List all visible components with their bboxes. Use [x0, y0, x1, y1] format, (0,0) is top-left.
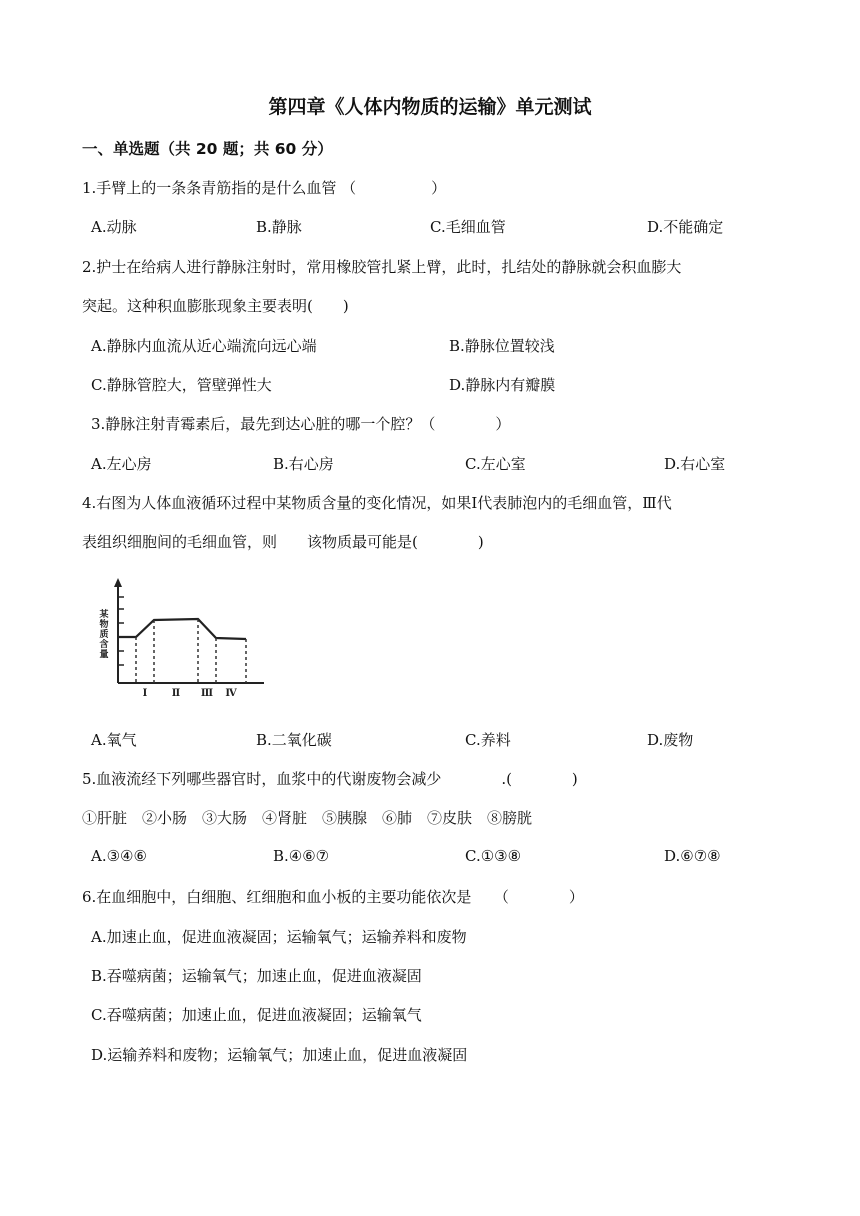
q1-option-a: A.动脉 [91, 218, 137, 236]
q2-option-d: D.静脉内有瓣膜 [449, 376, 556, 394]
page-title: 第四章《人体内物质的运输》单元测试 [268, 96, 592, 118]
y-label-char-4: 含 [99, 640, 109, 650]
y-label-char-1: 某 [99, 610, 109, 620]
y-label-char-5: 量 [99, 650, 109, 660]
question-2-stem-line2: 突起。这种积血膨胀现象主要表明( ) [82, 297, 349, 315]
q6-option-c: C.吞噬病菌；加速止血，促进血液凝固；运输氧气 [91, 1006, 422, 1024]
q5-option-c: C.①③⑧ [465, 847, 522, 865]
x-label-2: Ⅱ [171, 688, 181, 699]
q1-option-c: C.毛细血管 [430, 218, 506, 236]
q3-option-b: B.右心房 [273, 455, 334, 473]
content-curve [118, 619, 246, 639]
q2-option-a: A.静脉内血流从近心端流向远心端 [91, 337, 317, 355]
x-label-1: Ⅰ [142, 688, 148, 699]
q1-option-b: B.静脉 [256, 218, 302, 236]
substance-content-graph [96, 575, 266, 700]
question-1-stem: 1.手臂上的一条条青筋指的是什么血管 （ ） [82, 179, 447, 197]
question-5-stem: 5.血液流经下列哪些器官时，血浆中的代谢废物会减少 .( ) [82, 770, 578, 788]
q4-option-b: B.二氧化碳 [256, 731, 332, 749]
question-4-stem-line2: 表组织细胞间的毛细血管，则 该物质最可能是( ) [82, 533, 484, 551]
y-label-char-2: 物 [99, 620, 109, 630]
x-label-4: Ⅳ [225, 688, 237, 699]
q5-option-a: A.③④⑥ [91, 847, 147, 865]
q4-option-d: D.废物 [647, 731, 694, 749]
q5-option-b: B.④⑥⑦ [273, 847, 330, 865]
q4-option-c: C.养料 [465, 731, 511, 749]
x-label-3: Ⅲ [200, 688, 214, 699]
section-heading: 一、单选题（共 20 题；共 60 分） [82, 140, 333, 158]
q6-option-d: D.运输养料和废物；运输氧气；加速止血，促进血液凝固 [91, 1046, 468, 1064]
q3-option-d: D.右心室 [664, 455, 726, 473]
q6-option-b: B.吞噬病菌；运输氧气；加速止血，促进血液凝固 [91, 967, 422, 985]
question-2-stem-line1: 2.护士在给病人进行静脉注射时，常用橡胶管扎紧上臂，此时，扎结处的静脉就会积血膨大 [82, 258, 682, 276]
y-axis-arrow [114, 578, 122, 587]
question-4-stem-line1: 4.右图为人体血液循环过程中某物质含量的变化情况，如果Ⅰ代表肺泡内的毛细血管，Ⅲ代 [82, 494, 672, 512]
q3-option-a: A.左心房 [91, 455, 152, 473]
question-5-items: ①肝脏 ②小肠 ③大肠 ④肾脏 ⑤胰腺 ⑥肺 ⑦皮肤 ⑧膀胱 [82, 809, 533, 827]
y-label-char-3: 质 [99, 630, 109, 640]
q2-option-b: B.静脉位置较浅 [449, 337, 555, 355]
q6-option-a: A.加速止血，促进血液凝固；运输氧气；运输养料和废物 [91, 928, 467, 946]
q3-option-c: C.左心室 [465, 455, 526, 473]
q2-option-c: C.静脉管腔大，管壁弹性大 [91, 376, 272, 394]
q1-option-d: D.不能确定 [647, 218, 724, 236]
q4-option-a: A.氧气 [91, 731, 137, 749]
question-3-stem: 3.静脉注射青霉素后，最先到达心脏的哪一个腔？（ ） [91, 415, 511, 433]
question-6-stem: 6.在血细胞中，白细胞、红细胞和血小板的主要功能依次是 （ ） [82, 888, 584, 906]
q5-option-d: D.⑥⑦⑧ [664, 847, 721, 865]
